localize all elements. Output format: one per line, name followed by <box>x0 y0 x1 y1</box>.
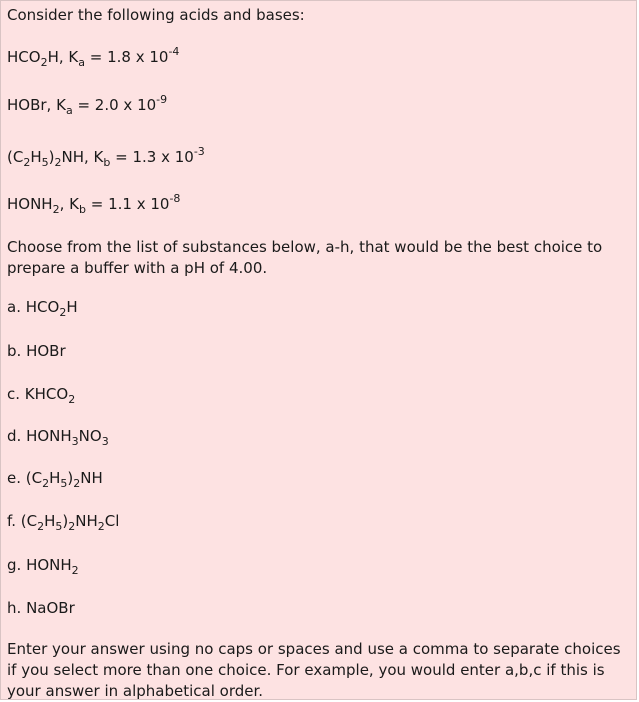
choice-letter: e. <box>7 469 21 487</box>
question-text: Choose from the list of substances below, a-h, that would be the best choice to prepare a buffer with a pH of 4.00. <box>7 238 603 277</box>
choice-item <box>7 297 78 317</box>
compound-row: $(C_2H_5)_2NH$, $K_b = 1.3$ x $10^{-3}$ <box>7 145 205 169</box>
choice-letter: h. <box>7 599 22 617</box>
choice-item <box>7 341 66 361</box>
choice-item <box>7 511 119 531</box>
choice-item <box>7 598 75 618</box>
choice-text: $HONH_2$ <box>26 556 79 577</box>
choice-item <box>7 426 109 446</box>
constant-label: $K_a$ <box>56 96 73 117</box>
choice-text: HOBr <box>26 342 66 360</box>
compound-row: HOBr, $K_a = 2.0$ x $10^{-9}$ <box>7 93 168 117</box>
choice-text: $(C_2H_5)_2NH$ <box>25 469 103 490</box>
compound-formula: $HONH_2$ <box>7 195 60 216</box>
compound-row: $HCO_2H$, $K_a = 1.8$ x $10^{-4}$ <box>7 45 180 69</box>
choice-letter: g. <box>7 556 22 574</box>
choice-letter: f. <box>7 512 16 530</box>
compound-formula: HOBr <box>7 96 47 114</box>
constant-value: 2.0 x $10^{-9}$ <box>94 93 168 114</box>
constant-value: 1.8 x $10^{-4}$ <box>107 45 180 66</box>
choice-letter: d. <box>7 427 22 445</box>
choice-text: $HCO_2H$ <box>25 298 78 319</box>
constant-label: $K_b$ <box>69 195 86 216</box>
constant-label: $K_b$ <box>93 148 111 169</box>
constant-label: $K_a$ <box>68 48 85 69</box>
choice-item <box>7 384 75 404</box>
choice-text: $HONH_3NO_3$ <box>26 427 109 448</box>
compound-formula: $HCO_2H$ <box>7 48 59 69</box>
choice-letter: c. <box>7 385 21 403</box>
constant-value: 1.1 x $10^{-8}$ <box>108 192 181 213</box>
choice-text: NaOBr <box>26 599 75 617</box>
choice-letter: b. <box>7 342 22 360</box>
compound-row: $HONH_2$, $K_b = 1.1$ x $10^{-8}$ <box>7 192 181 216</box>
intro-text: Consider the following acids and bases: <box>7 6 305 24</box>
choice-text: $KHCO_2$ <box>24 385 76 406</box>
choice-text: $(C_2H_5)_2NH_2Cl$ <box>20 512 120 533</box>
instructions-text: Enter your answer using no caps or spaces and use a comma to separate choices if you select more than one choice. For example, you would enter a,b,c if this is your answer in alphabetical order. <box>7 640 621 700</box>
constant-value: 1.3 x $10^{-3}$ <box>132 145 205 166</box>
compound-formula: $(C_2H_5)_2NH$ <box>7 148 84 169</box>
choice-item <box>7 468 103 488</box>
choice-letter: a. <box>7 298 21 316</box>
choice-item <box>7 555 79 575</box>
